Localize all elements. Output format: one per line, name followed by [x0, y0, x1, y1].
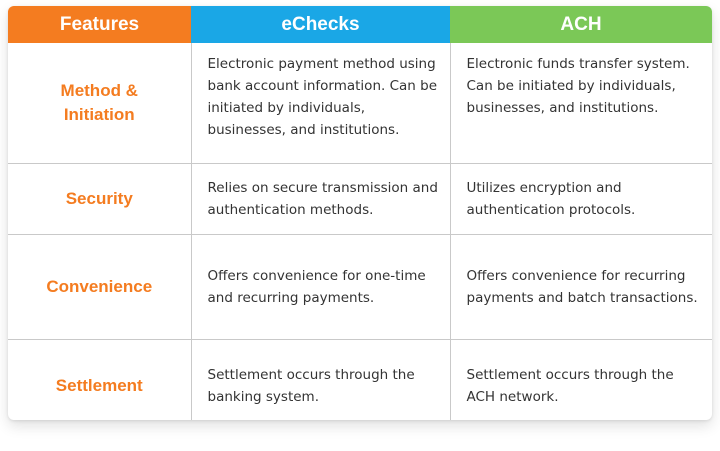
table-row [8, 164, 712, 235]
echecks-cell: Relies on secure transmission and authentication methods. [191, 164, 450, 235]
ach-cell: Offers convenience for recurring payments and batch transactions. [450, 235, 712, 340]
feature-label: Security [65, 189, 133, 208]
feature-cell [8, 235, 191, 340]
ach-cell: Settlement occurs through the ACH network. [466, 367, 674, 405]
table-row [8, 340, 712, 421]
header-echecks: eChecks [191, 6, 450, 43]
feature-cell [8, 43, 191, 164]
echecks-cell: Settlement occurs through the banking system. [191, 340, 450, 421]
header-features: Features [8, 6, 191, 43]
ach-cell: Utilizes encryption and authentication protocols. [450, 164, 712, 235]
ach-cell: Electronic funds transfer system. Can be initiated by individuals, businesses, and institutions. [450, 43, 712, 164]
feature-cell [8, 164, 191, 235]
feature-label: Convenience [46, 277, 153, 296]
feature-label: Method & Initiation [60, 81, 138, 124]
table-row [8, 235, 712, 340]
table-row [8, 43, 712, 164]
echecks-cell: Electronic payment method using bank account information. Can be initiated by individuals, businesses, and institutions. [191, 43, 450, 164]
feature-cell [8, 340, 191, 421]
comparison-table [8, 6, 712, 420]
feature-label: Settlement [55, 376, 143, 395]
table-header-row [8, 6, 712, 43]
echecks-cell: Offers convenience for one-time and recurring payments. [191, 235, 450, 340]
comparison-card [8, 6, 712, 420]
header-ach: ACH [450, 6, 712, 43]
